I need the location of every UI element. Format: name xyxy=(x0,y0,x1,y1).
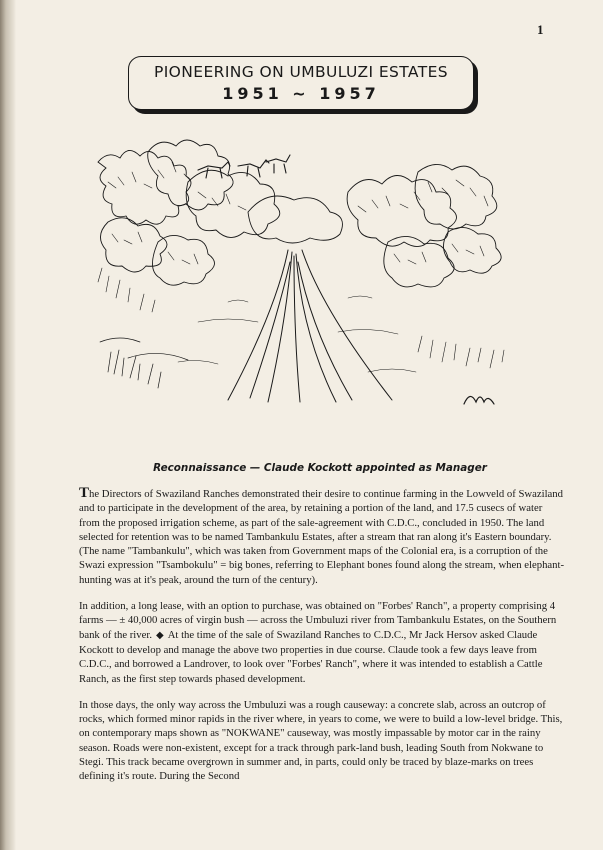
article-body xyxy=(79,487,565,796)
paragraph-3-text: In those days, the only way across the Umbuluzi was a rough causeway: a concrete slab, across an outcrop of rocks, which formed minor rapids in the river where, in years to come, we were to build a low-level bridge. This, on contemporary maps shown as "NOKWANE" causeway, was mostly impassable by motor car in the rainy season. Roads were non-existent, except for a track through park-land bush, leading South from Nokwane to Stegi. This track became overgrown in summer and, in parts, could only be traced by blaze-marks on trees defining it's route. During the Second xyxy=(79,698,563,783)
pen-sketch-bush-road-icon xyxy=(88,122,518,422)
paragraph-2 xyxy=(79,599,565,686)
paragraph-2-text-before: In addition, a long lease, with an option to purchase, was obtained on "Forbes' Ranch", a property comprising 4 farms — ± 40,000 acres of virgin bush — across the Umbuluzi river from Tambankulu Estates, on the Southern bank of the river. xyxy=(79,600,557,641)
paragraph-2-text-after: At the time of the sale of Swaziland Ranches to C.D.C., Mr Jack Hersov asked Claude Kockott to develop and manage the above two properties in due course. Claude took a few days leave from C.D.C., and borrowed a Landrover, to look over "Forbes' Ranch", where it was intended to establish a Cattle Ranch, as the first step towards phased development. xyxy=(79,628,543,685)
paragraph-1-text: he Directors of Swaziland Ranches demonstrated their desire to continue farming in the Lowveld of Swaziland and to participate in the development of the area, by retaining a portion of the land, and 17.5 cusecs of water from the proposed irrigation scheme, as part of the sale-agreement with C.D.C., concluded in 1950. The land selected for retention was to be named Tambankulu Estates, after a stream that ran along it's Eastern boundary. (The name "Tambankulu", which was taken from Government maps of the Colonial era, is a corruption of the Swazi expression "Tsambokulu" = big bones, referring to Elephant bones found along the stream, when elephant-hunting was at it's peak, around the turn of the century). xyxy=(79,488,565,586)
page-number: 1 xyxy=(537,22,544,37)
page-title: PIONEERING ON UMBULUZI ESTATES xyxy=(153,63,449,81)
book-gutter-shadow xyxy=(0,0,16,850)
paragraph-1 xyxy=(79,487,565,587)
diamond-icon: ◆ xyxy=(156,629,164,641)
illustration-caption: Reconnaissance — Claude Kockott appointed as Manager xyxy=(153,462,487,474)
paragraph-3 xyxy=(79,698,565,784)
drop-cap: T xyxy=(79,485,90,501)
title-box xyxy=(128,56,474,110)
page-title-years: 1951 ~ 1957 xyxy=(222,84,380,103)
